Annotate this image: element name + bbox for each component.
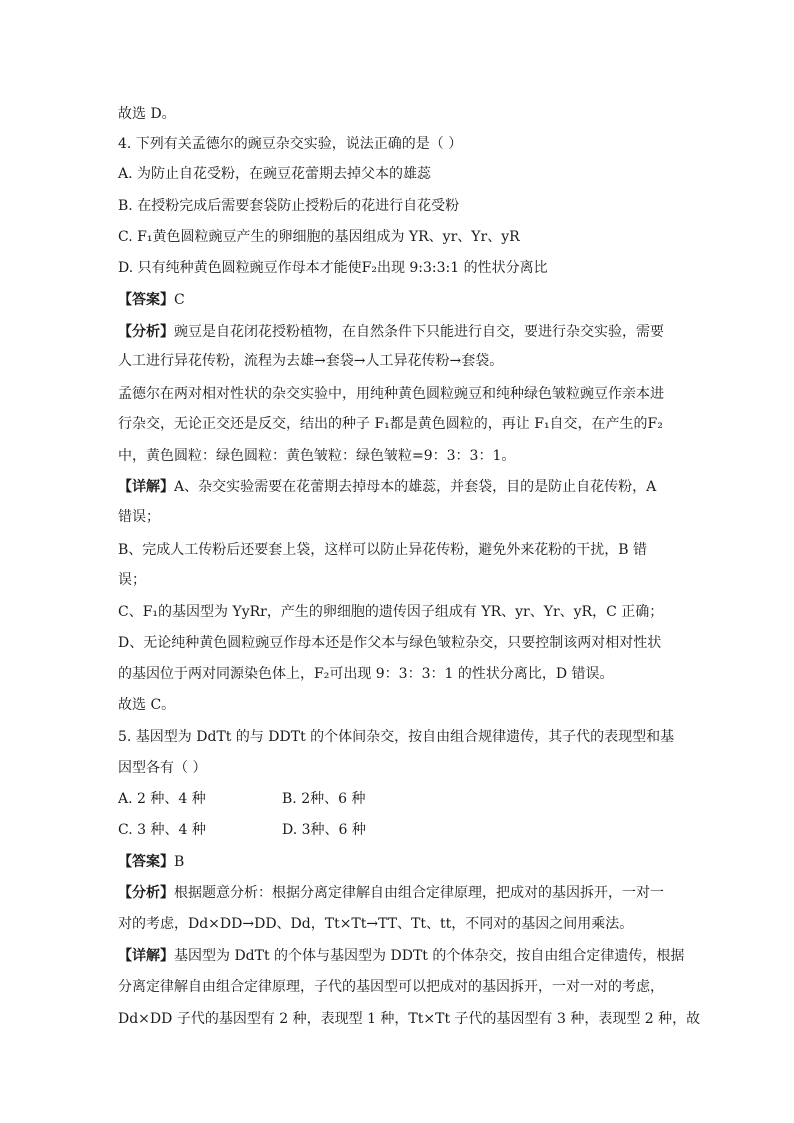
detail-text: A、杂交实验需要在花蕾期去掉母本的雄蕊，并套袋，目的是防止自花传粉，A bbox=[174, 479, 657, 495]
question-4-analysis-line: 人工进行异花传粉，流程为去雄→套袋→人工异花传粉→套袋。 bbox=[118, 353, 504, 369]
question-4-detail-line: 误； bbox=[118, 572, 146, 588]
question-5-analysis-line bbox=[118, 883, 664, 903]
answer-value: B bbox=[174, 854, 185, 870]
question-5-stem: 因型各有（ ） bbox=[118, 760, 207, 776]
analysis-tag: 【分析】 bbox=[118, 885, 174, 901]
answer-value: C bbox=[174, 292, 185, 308]
answer-tag: 【答案】 bbox=[118, 854, 174, 870]
question-5-detail-line: Dd×DD 子代的基因型有 2 种，表现型 1 种，Tt×Tt 子代的基因型有 3 种，表现型 2 种，故 bbox=[118, 1011, 701, 1027]
answer-tag: 【答案】 bbox=[118, 292, 174, 308]
analysis-text: 豌豆是自花闭花授粉植物，在自然条件下只能进行自交，要进行杂交实验，需要 bbox=[174, 324, 664, 340]
question-5-option-a: A. 2 种、4 种 bbox=[118, 791, 206, 807]
question-4-analysis-line: 孟德尔在两对相对性状的杂交实验中，用纯种黄色圆粒豌豆和纯种绿色皱粒豌豆作亲本进 bbox=[118, 386, 664, 402]
detail-text: 基因型为 DdTt 的个体与基因型为 DDTt 的个体杂交，按自由组合定律遗传，根据 bbox=[174, 948, 685, 964]
detail-tag: 【详解】 bbox=[118, 479, 174, 495]
question-4-analysis-line: 行杂交，无论正交还是反交，结出的种子 F₁都是黄色圆粒的，再让 F₁自交，在产生的F₂ bbox=[118, 416, 663, 432]
question-4-detail-line: D、无论纯种黄色圆粒豌豆作母本还是作父本与绿色皱粒杂交，只要控制该两对相对性状 bbox=[118, 635, 662, 651]
question-4-answer bbox=[118, 290, 185, 310]
question-4-analysis-line bbox=[118, 322, 664, 342]
question-4-option-d: D. 只有纯种黄色圆粒豌豆作母本才能使F₂出现 9:3:3:1 的性状分离比 bbox=[118, 260, 548, 276]
analysis-text: 根据题意分析：根据分离定律解自由组合定律原理，把成对的基因拆开，一对一 bbox=[174, 885, 664, 901]
question-4-detail-line: 错误； bbox=[118, 509, 160, 525]
question-5-options-row bbox=[118, 789, 365, 809]
conclusion-line: 故选 D。 bbox=[118, 106, 176, 122]
question-5-option-b: B. 2种、6 种 bbox=[282, 791, 366, 807]
detail-tag: 【详解】 bbox=[118, 948, 174, 964]
question-4-option-b: B. 在授粉完成后需要套袋防止授粉后的花进行自花受粉 bbox=[118, 198, 460, 214]
question-5-option-d: D. 3种、6 种 bbox=[282, 822, 366, 838]
question-4-detail-line: C、F₁的基因型为 YyRr，产生的卵细胞的遗传因子组成有 YR、yr、Yr、yR，C 正确； bbox=[118, 604, 664, 620]
question-5-answer bbox=[118, 852, 184, 872]
question-4-analysis-line: 中，黄色圆粒：绿色圆粒：黄色皱粒：绿色皱粒=9：3：3：1。 bbox=[118, 448, 516, 464]
question-5-options-row bbox=[118, 820, 366, 840]
question-4-option-a: A. 为防止自花受粉，在豌豆花蕾期去掉父本的雄蕊 bbox=[118, 166, 432, 182]
analysis-tag: 【分析】 bbox=[118, 324, 174, 340]
question-5-option-c: C. 3 种、4 种 bbox=[118, 822, 206, 838]
question-4-stem: 4. 下列有关孟德尔的豌豆杂交实验，说法正确的是（ ） bbox=[118, 136, 463, 152]
question-4-detail-line: 的基因位于两对同源染色体上，F₂可出现 9：3：3：1 的性状分离比，D 错误。 bbox=[118, 666, 614, 682]
question-5-analysis-line: 对的考虑，Dd×DD→DD、Dd，Tt×Tt→TT、Tt、tt，不同对的基因之间用乘法。 bbox=[118, 916, 634, 932]
question-5-detail-line: 分离定律解自由组合定律原理，子代的基因型可以把成对的基因拆开，一对一对的考虑， bbox=[118, 979, 664, 995]
question-5-detail-line bbox=[118, 946, 684, 966]
question-5-stem: 5. 基因型为 DdTt 的与 DDTt 的个体间杂交，按自由组合规律遗传，其子代的表现型和基 bbox=[118, 729, 675, 745]
question-4-option-c: C. F₁黄色圆粒豌豆产生的卵细胞的基因组成为 YR、yr、Yr、yR bbox=[118, 229, 520, 245]
question-4-detail-line bbox=[118, 477, 656, 497]
question-4-conclusion: 故选 C。 bbox=[118, 697, 176, 713]
question-4-detail-line: B、完成人工传粉后还要套上袋，这样可以防止异花传粉，避免外来花粉的干扰，B 错 bbox=[118, 542, 648, 558]
